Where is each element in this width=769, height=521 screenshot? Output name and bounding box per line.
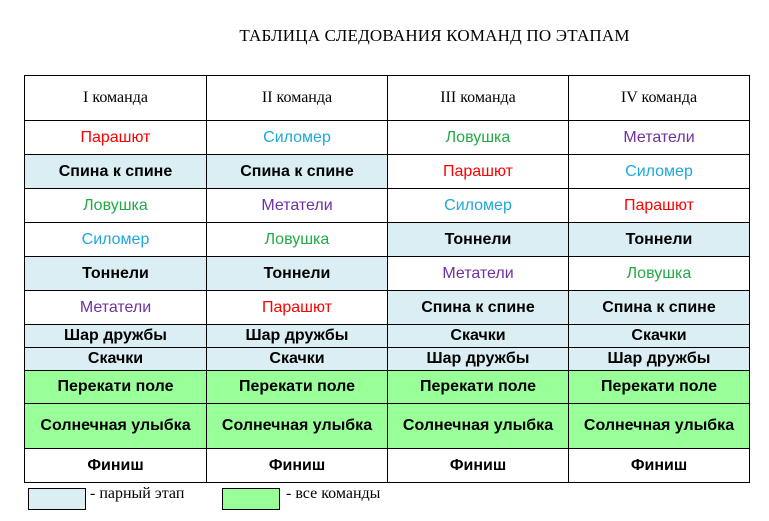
stage-row: [25, 223, 750, 257]
stage-cell: Метатели: [569, 121, 750, 155]
page-title: ТАБЛИЦА СЛЕДОВАНИЯ КОМАНД ПО ЭТАПАМ: [239, 26, 630, 45]
stage-cell: Скачки: [569, 325, 750, 348]
stage-cell: Ловушка: [25, 189, 207, 223]
stage-cell: Солнечная улыбка: [207, 404, 388, 449]
legend-all-swatch: [222, 488, 280, 510]
stage-cell: Шар дружбы: [207, 325, 388, 348]
stage-cell: Парашют: [25, 121, 207, 155]
stage-cell: Ловушка: [207, 223, 388, 257]
stage-row: [25, 348, 750, 371]
stage-row: [25, 325, 750, 348]
stage-cell: Спина к спине: [207, 155, 388, 189]
stage-cell: Тоннели: [25, 257, 207, 291]
stages-table: [24, 75, 750, 483]
stage-row: [25, 155, 750, 189]
stage-cell: Ловушка: [388, 121, 569, 155]
stage-cell: Шар дружбы: [388, 348, 569, 371]
stage-cell: Солнечная улыбка: [388, 404, 569, 449]
stage-row: [25, 189, 750, 223]
stage-row: [25, 449, 750, 483]
header-team-2: II команда: [207, 76, 388, 121]
stage-cell: Силомер: [207, 121, 388, 155]
stage-cell: Перекати поле: [207, 371, 388, 404]
stage-cell: Силомер: [569, 155, 750, 189]
header-row: [25, 76, 750, 121]
stage-cell: Шар дружбы: [25, 325, 207, 348]
stage-cell: Шар дружбы: [569, 348, 750, 371]
stage-cell: Спина к спине: [25, 155, 207, 189]
legend-pair-swatch: [28, 488, 86, 510]
stage-cell: Метатели: [207, 189, 388, 223]
stage-cell: Силомер: [388, 189, 569, 223]
legend-pair-label: - парный этап: [90, 485, 185, 502]
stage-cell: Перекати поле: [388, 371, 569, 404]
legend-all-label: - все команды: [286, 485, 381, 502]
stage-row: [25, 257, 750, 291]
stage-cell: Финиш: [388, 449, 569, 483]
stage-cell: Спина к спине: [569, 291, 750, 325]
stage-cell: Тоннели: [569, 223, 750, 257]
stage-cell: Финиш: [25, 449, 207, 483]
stage-cell: Скачки: [388, 325, 569, 348]
stage-row: [25, 121, 750, 155]
stage-cell: Метатели: [25, 291, 207, 325]
stage-cell: Метатели: [388, 257, 569, 291]
header-team-4: IV команда: [569, 76, 750, 121]
stage-cell: Финиш: [569, 449, 750, 483]
stage-cell: Спина к спине: [388, 291, 569, 325]
stage-cell: Тоннели: [388, 223, 569, 257]
stage-cell: Парашют: [569, 189, 750, 223]
stage-cell: Солнечная улыбка: [569, 404, 750, 449]
header-team-3: III команда: [388, 76, 569, 121]
stages-table-body: [25, 76, 750, 483]
stage-cell: Солнечная улыбка: [25, 404, 207, 449]
stage-cell: Перекати поле: [569, 371, 750, 404]
stage-cell: Финиш: [207, 449, 388, 483]
stage-row: [25, 291, 750, 325]
stage-cell: Тоннели: [207, 257, 388, 291]
stage-cell: Силомер: [25, 223, 207, 257]
stage-row: [25, 404, 750, 449]
stage-cell: Парашют: [207, 291, 388, 325]
stage-cell: Скачки: [25, 348, 207, 371]
stage-cell: Скачки: [207, 348, 388, 371]
stage-cell: Ловушка: [569, 257, 750, 291]
stage-cell: Парашют: [388, 155, 569, 189]
header-team-1: I команда: [25, 76, 207, 121]
stage-row: [25, 371, 750, 404]
stage-cell: Перекати поле: [25, 371, 207, 404]
